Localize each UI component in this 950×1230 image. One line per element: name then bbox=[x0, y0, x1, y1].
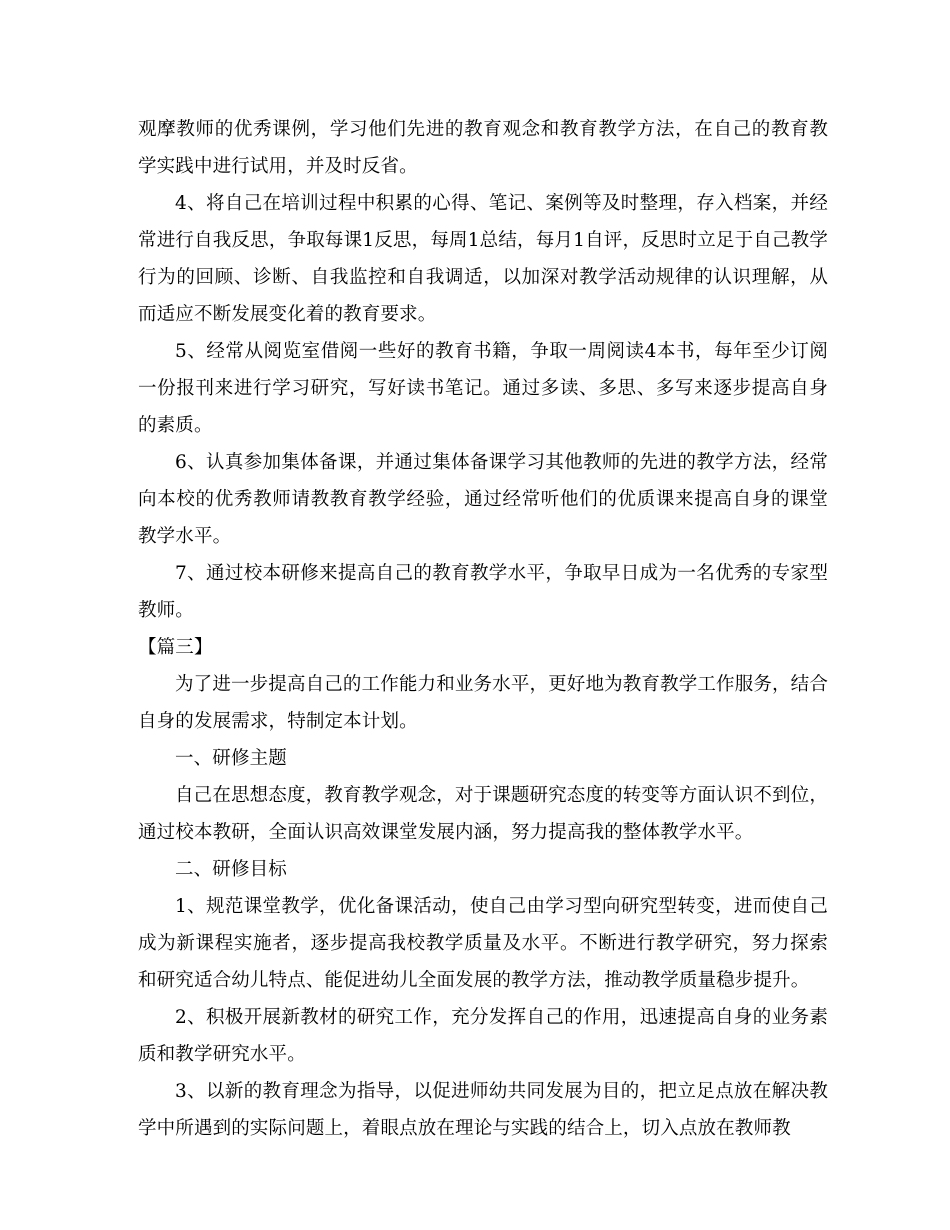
paragraph-research-theme: 自己在思想态度，教育教学观念，对于课题研究态度的转变等方面认识不到位，通过校本教研，全面认识高效课堂发展内涵，努力提高我的整体教学水平。 bbox=[138, 785, 828, 843]
section-heading-part-three: 【篇三】 bbox=[138, 637, 213, 658]
paragraph-goal-1: 1、规范课堂教学，优化备课活动，使自己由学习型向研究型转变，进而使自己成为新课程实施者，逐步提高我校教学质量及水平。不断进行教学研究，努力探索和研究适合幼儿特点、能促进幼儿全面发展的教学方法，推动教学质量稳步提升。 bbox=[138, 896, 828, 991]
document-body bbox=[138, 111, 828, 1147]
paragraph-item-5: 5、经常从阅览室借阅一些好的教育书籍，争取一周阅读4本书，每年至少订阅一份报刊来进行学习研究，写好读书笔记。通过多读、多思、多写来逐步提高自身的素质。 bbox=[138, 341, 828, 436]
subheading-research-theme: 一、研修主题 bbox=[175, 748, 287, 769]
paragraph-continuation: 观摩教师的优秀课例，学习他们先进的教育观念和教育教学方法，在自己的教育教学实践中进行试用，并及时反省。 bbox=[138, 119, 828, 177]
paragraph-intro: 为了进一步提高自己的工作能力和业务水平，更好地为教育教学工作服务，结合自身的发展需求，特制定本计划。 bbox=[138, 674, 828, 732]
paragraph-item-6: 6、认真参加集体备课，并通过集体备课学习其他教师的先进的教学方法，经常向本校的优秀教师请教教育教学经验，通过经常听他们的优质课来提高自身的课堂教学水平。 bbox=[138, 452, 828, 547]
paragraph-goal-2: 2、积极开展新教材的研究工作，充分发挥自己的作用，迅速提高自身的业务素质和教学研究水平。 bbox=[138, 1007, 828, 1065]
subheading-research-goals: 二、研修目标 bbox=[175, 859, 287, 880]
paragraph-item-4: 4、将自己在培训过程中积累的心得、笔记、案例等及时整理，存入档案，并经常进行自我反思，争取每课1反思，每周1总结，每月1自评，反思时立足于自己教学行为的回顾、诊断、自我监控和自我调适，以加深对教学活动规律的认识理解，从而适应不断发展变化着的教育要求。 bbox=[138, 193, 828, 325]
paragraph-item-7: 7、通过校本研修来提高自己的教育教学水平，争取早日成为一名优秀的专家型教师。 bbox=[138, 563, 828, 621]
paragraph-goal-3: 3、以新的教育理念为指导，以促进师幼共同发展为目的，把立足点放在解决教学中所遇到的实际问题上，着眼点放在理论与实践的结合上，切入点放在教师教 bbox=[138, 1081, 828, 1139]
